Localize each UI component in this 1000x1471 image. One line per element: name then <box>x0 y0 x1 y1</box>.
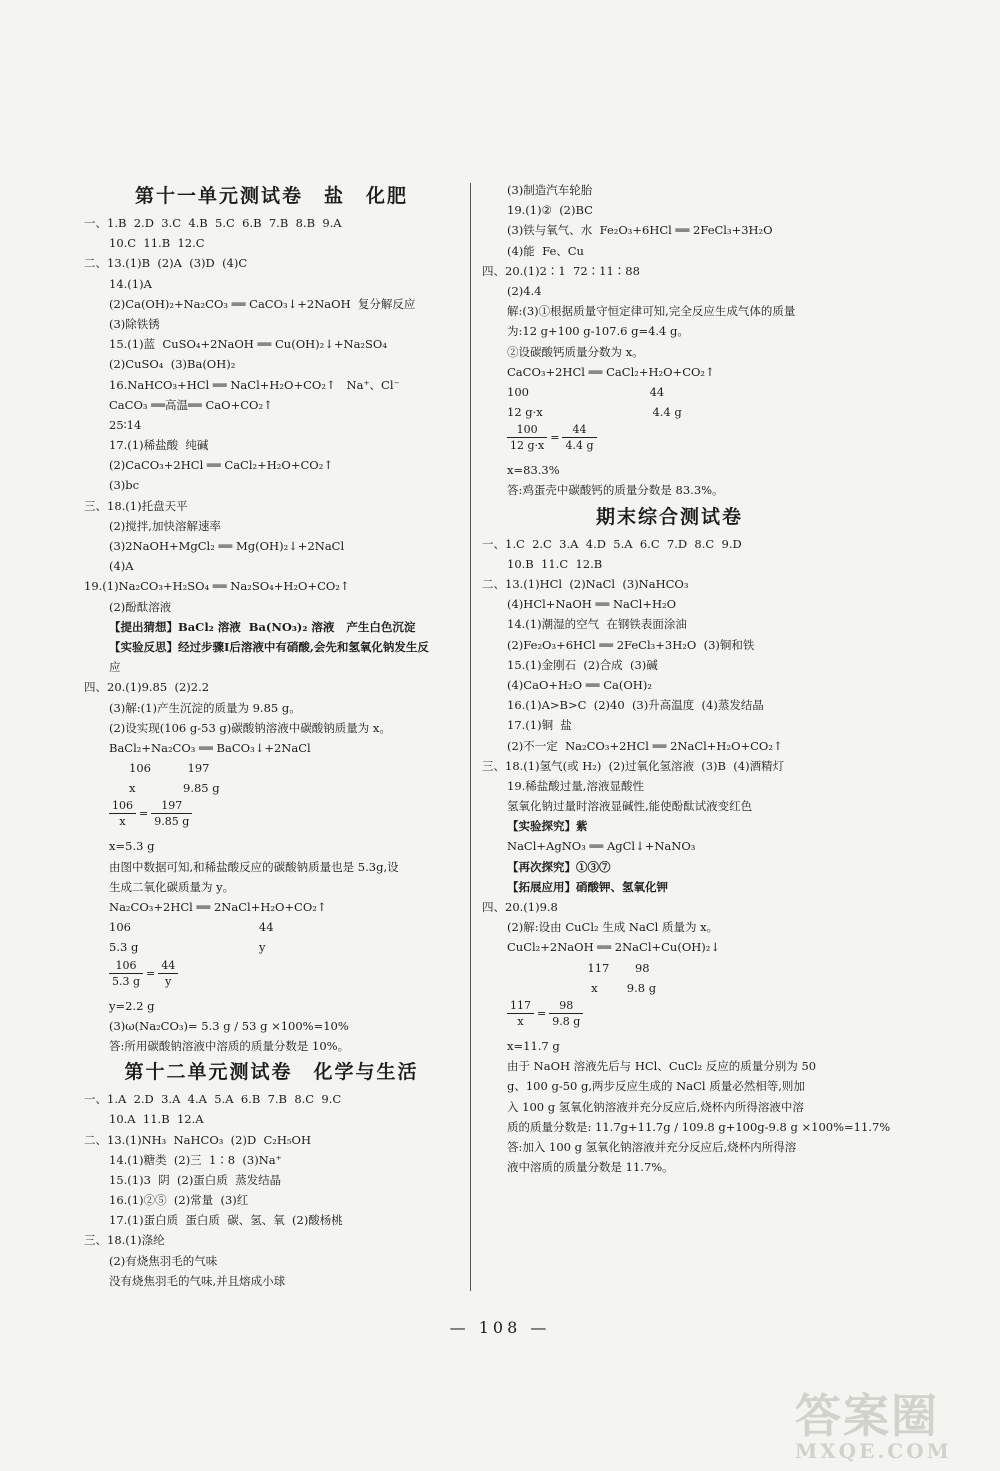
answer-line: 25∶14 <box>109 417 142 432</box>
denominator: 9.85 g <box>154 815 190 829</box>
answer-line: 四、20.(1)9.85 (2)2.2 <box>84 680 210 695</box>
answer-line: (2)解:设由 CuCl₂ 生成 NaCl 质量为 x。 <box>507 920 719 935</box>
fraction <box>109 958 143 989</box>
answer-line: 10.B 11.C 12.B <box>507 556 603 571</box>
answer-line: 100 44 <box>507 384 665 399</box>
answer-line: 16.NaHCO₃+HCl ══ NaCl+H₂O+CO₂↑ Na⁺、Cl⁻ <box>109 377 400 392</box>
numerator: 197 <box>151 798 192 814</box>
section-title-unit11: 第十一单元测试卷 盐 化肥 <box>134 185 408 207</box>
left-column <box>84 180 459 1291</box>
answer-line: (3)2NaOH+MgCl₂ ══ Mg(OH)₂↓+2NaCl <box>109 539 345 553</box>
answer-line: (2)有烧焦羽毛的气味 <box>109 1253 218 1268</box>
denominator: y <box>165 974 172 988</box>
numerator: 44 <box>562 422 596 438</box>
watermark-site-text: MXQE.COM <box>795 1439 952 1463</box>
answer-line: (3)铁与氧气、水 Fe₂O₃+6HCl ══ 2FeCl₃+3H₂O <box>507 223 773 238</box>
answer-line: (4)能 Fe、Cu <box>507 243 584 258</box>
denominator: 4.4 g <box>565 439 594 453</box>
answer-line: 【提出猜想】BaCl₂ 溶液 Ba(NO₃)₂ 溶液 产生白色沉淀 <box>109 619 416 634</box>
answer-line: 106 197 <box>129 761 210 776</box>
answer-line: 15.(1)金刚石 (2)合成 (3)碱 <box>507 657 658 672</box>
equals-sign: = <box>537 1006 547 1020</box>
answer-line: (3)除铁锈 <box>109 316 160 331</box>
answer-line: ②设碳酸钙质量分数为 x。 <box>507 344 644 359</box>
answer-line: 15.(1)蓝 CuSO₄+2NaOH ══ Cu(OH)₂↓+Na₂SO₄ <box>109 337 387 352</box>
answer-line: (2)设实现(106 g-53 g)碳酸钠溶液中碳酸钠质量为 x。 <box>109 720 391 735</box>
answer-line: Na₂CO₃+2HCl ══ 2NaCl+H₂O+CO₂↑ <box>109 900 327 914</box>
answer-line: 106 44 <box>109 920 274 935</box>
answer-line: 【实验探究】紫 <box>507 819 588 834</box>
answer-line: (2)CuSO₄ (3)Ba(OH)₂ <box>109 357 236 372</box>
answer-line: (4)CaO+H₂O ══ Ca(OH)₂ <box>507 677 652 692</box>
answer-line: BaCl₂+Na₂CO₃ ══ BaCO₃↓+2NaCl <box>109 740 311 755</box>
proportion-equation <box>84 958 459 996</box>
answer-line: 19.(1)② (2)BC <box>507 203 593 218</box>
answer-line: 二、13.(1)B (2)A (3)D (4)C <box>84 256 248 271</box>
answer-line: 氢氧化钠过量时溶液显碱性,能使酚酞试液变红色 <box>507 799 753 814</box>
answer-line: 19.(1)Na₂CO₃+H₂SO₄ ══ Na₂SO₄+H₂O+CO₂↑ <box>84 579 350 594</box>
denominator: 9.8 g <box>552 1014 581 1028</box>
answer-line: 【拓展应用】硝酸钾、氢氧化钾 <box>507 879 668 894</box>
proportion-equation <box>482 422 857 460</box>
answer-line: 17.(1)稀盐酸 纯碱 <box>109 438 209 453</box>
answer-line: 5.3 g y <box>109 940 266 955</box>
column-divider <box>470 183 471 1291</box>
answer-line: 12 g·x 4.4 g <box>507 405 682 420</box>
numerator: 44 <box>158 958 178 974</box>
equals-sign: = <box>139 807 149 821</box>
answer-line: CuCl₂+2NaOH ══ 2NaCl+Cu(OH)₂↓ <box>507 940 721 955</box>
fraction <box>109 798 136 829</box>
answer-line: 质的质量分数是: 11.7g+11.7g / 109.8 g+100g-9.8 g ×100%=11.7% <box>507 1119 891 1134</box>
final-answers <box>482 534 857 998</box>
answer-line: (2)不一定 Na₂CO₃+2HCl ══ 2NaCl+H₂O+CO₂↑ <box>507 738 783 753</box>
answer-line: (2)4.4 <box>507 283 542 298</box>
answer-line: 三、18.(1)托盘天平 <box>84 498 188 513</box>
fraction <box>507 998 534 1029</box>
unit11-answers-continued <box>84 836 459 957</box>
answer-line: 14.(1)A <box>109 276 152 291</box>
answer-line: (3)制造汽车轮胎 <box>507 183 593 197</box>
answer-line: 17.(1)铜 盐 <box>507 718 572 733</box>
answer-line: 液中溶质的质量分数是 11.7%。 <box>507 1160 674 1175</box>
answer-line: 17.(1)蛋白质 蛋白质 碳、氢、氧 (2)酸杨桃 <box>109 1213 343 1228</box>
answer-line: 三、18.(1)涤纶 <box>84 1233 165 1248</box>
answer-line: x=11.7 g <box>507 1038 560 1053</box>
answer-line: 生成二氧化碳质量为 y。 <box>109 879 235 894</box>
answer-line: 没有烧焦羽毛的气味,并且熔成小球 <box>109 1273 286 1288</box>
numerator: 117 <box>507 998 534 1014</box>
answer-line: 由于 NaOH 溶液先后与 HCl、CuCl₂ 反应的质量分别为 50 <box>507 1059 817 1074</box>
answer-line: 14.(1)潮湿的空气 在钢铁表面涂油 <box>507 617 687 632</box>
answer-line: 10.A 11.B 12.A <box>109 1112 204 1127</box>
answer-line: 一、1.C 2.C 3.A 4.D 5.A 6.C 7.D 8.C 9.D <box>482 536 742 551</box>
answer-line: g、100 g-50 g,两步反应生成的 NaCl 质量必然相等,则加 <box>507 1079 805 1094</box>
answer-line: (2)CaCO₃+2HCl ══ CaCl₂+H₂O+CO₂↑ <box>109 458 333 473</box>
answer-line: (4)HCl+NaOH ══ NaCl+H₂O <box>507 597 677 612</box>
proportion-equation <box>84 798 459 836</box>
answer-line: NaCl+AgNO₃ ══ AgCl↓+NaNO₃ <box>507 839 696 854</box>
answer-line: 【实验反思】经过步骤I后溶液中有硝酸,会先和氢氧化钠发生反 <box>109 639 429 654</box>
page-number: — 108 — <box>449 1318 551 1337</box>
numerator: 106 <box>109 798 136 814</box>
answer-line: 14.(1)糖类 (2)三 1∶8 (3)Na⁺ <box>109 1152 282 1167</box>
denominator: x <box>517 1014 524 1028</box>
answer-line: 答:所用碳酸钠溶液中溶质的质量分数是 10%。 <box>109 1038 350 1053</box>
answer-line: 15.(1)3 阴 (2)蛋白质 蒸发结晶 <box>109 1172 282 1187</box>
answer-line: CaCO₃ ══高温══ CaO+CO₂↑ <box>109 397 273 412</box>
answer-line: 解:(3)①根据质量守恒定律可知,完全反应生成气体的质量 <box>507 304 796 319</box>
unit11-answers-end <box>84 996 459 1057</box>
answer-line: (2)Fe₂O₃+6HCl ══ 2FeCl₃+3H₂O (3)铜和铁 <box>507 637 755 652</box>
denominator: 12 g·x <box>510 439 545 453</box>
answer-line: 19.稀盐酸过量,溶液显酸性 <box>507 778 644 793</box>
watermark-logo <box>795 1389 975 1463</box>
fraction <box>549 998 583 1029</box>
fraction <box>158 958 178 989</box>
answer-line: x 9.8 g <box>507 980 657 995</box>
answer-line: 16.(1)②⑤ (2)常量 (3)红 <box>109 1193 249 1208</box>
answer-line: (3)bc <box>109 478 140 493</box>
answer-line: y=2.2 g <box>109 998 155 1013</box>
answer-line: (2)搅拌,加快溶解速率 <box>109 518 221 533</box>
answer-line: (3)解:(1)产生沉淀的质量为 9.85 g。 <box>109 700 301 715</box>
answer-line: 【再次探究】①③⑦ <box>507 859 611 874</box>
equals-sign: = <box>146 966 156 980</box>
fraction <box>151 798 192 829</box>
answer-line: 一、1.A 2.D 3.A 4.A 5.A 6.B 7.B 8.C 9.C <box>84 1092 342 1107</box>
section-title-final: 期末综合测试卷 <box>595 505 743 528</box>
equals-sign: = <box>550 431 560 445</box>
answer-line: (4)A <box>109 559 134 574</box>
denominator: x <box>119 815 126 829</box>
answer-line: 117 98 <box>507 960 650 975</box>
answer-line: 答:加入 100 g 氢氧化钠溶液并充分反应后,烧杯内所得溶 <box>507 1139 797 1154</box>
fraction <box>507 422 547 453</box>
denominator: 5.3 g <box>112 974 141 988</box>
proportion-equation <box>482 998 857 1036</box>
answer-line: 一、1.B 2.D 3.C 4.B 5.C 6.B 7.B 8.B 9.A <box>84 216 342 230</box>
answer-line: x 9.85 g <box>129 781 220 796</box>
numerator: 98 <box>549 998 583 1014</box>
unit11-answers <box>84 213 459 798</box>
right-column <box>482 180 891 1177</box>
final-answers-end <box>482 1036 891 1177</box>
answer-line: 为:12 g+100 g-107.6 g=4.4 g。 <box>507 324 689 339</box>
answer-line: 三、18.(1)氢气(或 H₂) (2)过氧化氢溶液 (3)B (4)酒精灯 <box>482 758 785 773</box>
answer-line: x=83.3% <box>507 463 560 478</box>
section-title-unit12: 第十二单元测试卷 化学与生活 <box>124 1061 419 1084</box>
answer-line: CaCO₃+2HCl ══ CaCl₂+H₂O+CO₂↑ <box>507 364 715 379</box>
numerator: 100 <box>507 422 547 438</box>
unit12-answers <box>84 1089 459 1291</box>
answer-line: 四、20.(1)2∶1 72∶11∶88 <box>482 263 640 278</box>
unit12-answers-end <box>482 460 857 500</box>
answer-line: 四、20.(1)9.8 <box>482 900 558 914</box>
unit12-answers-continued <box>482 180 857 422</box>
answer-line: 入 100 g 氢氧化钠溶液并充分反应后,烧杯内所得溶液中溶 <box>507 1099 804 1114</box>
answer-line: (3)ω(Na₂CO₃)= 5.3 g / 53 g ×100%=10% <box>109 1018 349 1033</box>
answer-line: 10.C 11.B 12.C <box>109 236 205 251</box>
answer-line: 16.(1)A>B>C (2)40 (3)升高温度 (4)蒸发结晶 <box>507 698 764 713</box>
answer-line: x=5.3 g <box>109 839 155 854</box>
answer-line: 应 <box>109 660 121 675</box>
answer-line: (2)酚酞溶液 <box>109 599 172 614</box>
fraction <box>562 422 596 453</box>
numerator: 106 <box>109 958 143 974</box>
answer-line: 答:鸡蛋壳中碳酸钙的质量分数是 83.3%。 <box>507 483 724 498</box>
answer-line: 二、13.(1)NH₃ NaHCO₃ (2)D C₂H₅OH <box>84 1132 312 1147</box>
watermark-logo-text: 答案圈 <box>795 1389 939 1443</box>
answer-line: (2)Ca(OH)₂+Na₂CO₃ ══ CaCO₃↓+2NaOH 复分解反应 <box>109 296 416 311</box>
answer-line: 二、13.(1)HCl (2)NaCl (3)NaHCO₃ <box>482 577 689 591</box>
answer-line: 由图中数据可知,和稀盐酸反应的碳酸钠质量也是 5.3g,设 <box>109 859 399 874</box>
